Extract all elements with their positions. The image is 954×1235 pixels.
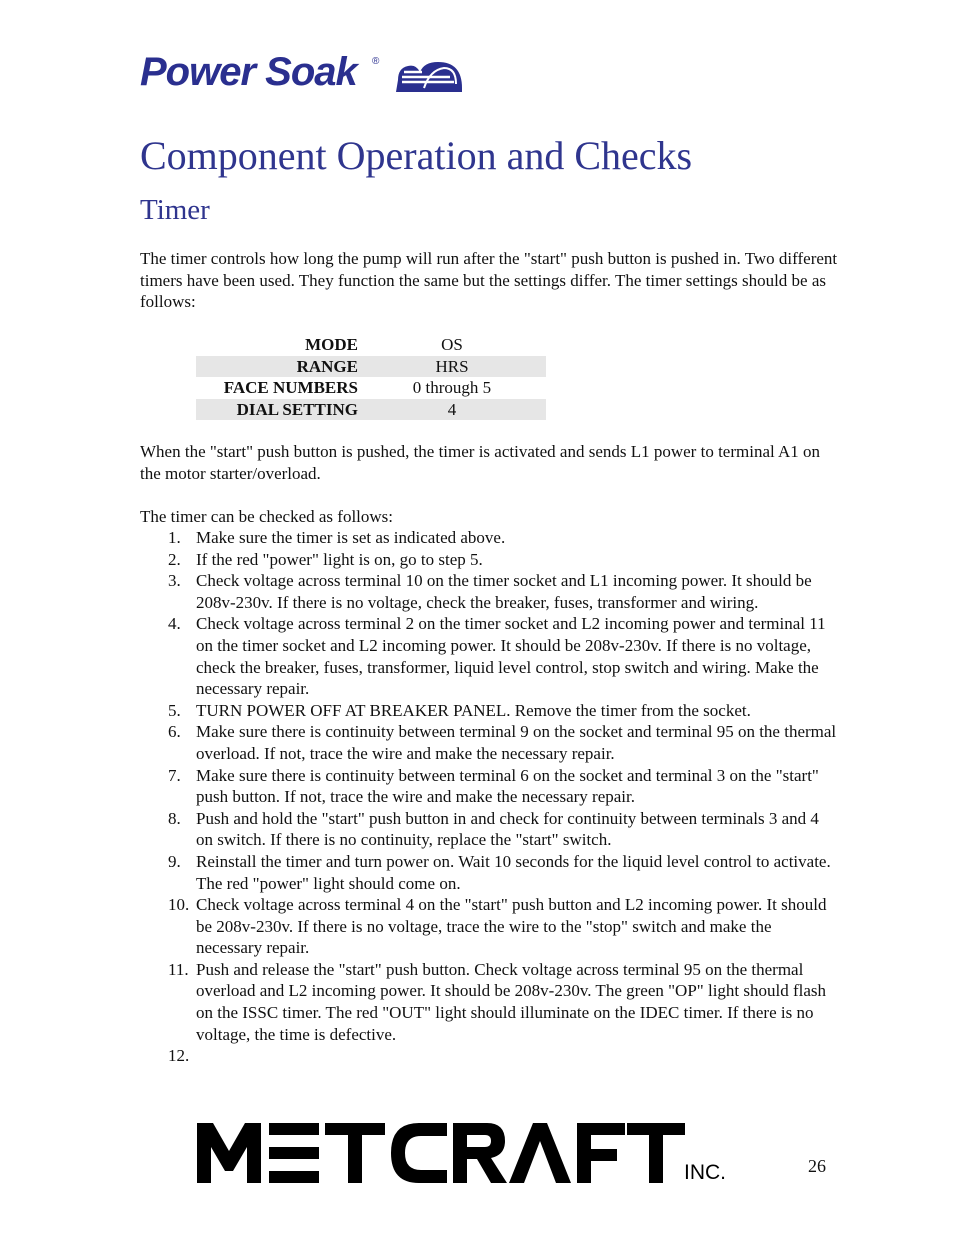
list-item [140, 721, 840, 764]
step-text: Check voltage across terminal 4 on the "start" push button and L2 incoming power. It should be 208v-230v. If there is no voltage, trace the wire to the "stop" switch and make the necessary repair. [196, 895, 827, 958]
step-number: 11. [168, 959, 189, 979]
step-text: Reinstall the timer and turn power on. Wait 10 seconds for the liquid level control to activate. The red "power" light should come on. [196, 851, 831, 893]
step-number: 9. [168, 851, 181, 871]
step-text: TURN POWER OFF AT BREAKER PANEL. Remove the timer from the socket. [196, 700, 751, 720]
step-number: 2. [168, 549, 181, 569]
step-number: 12. [168, 1046, 190, 1066]
timer-settings-table [196, 334, 546, 420]
list-item [140, 1045, 840, 1067]
step-text: Check voltage across terminal 10 on the timer socket and L1 incoming power. It should be 208v-230v. If there is no voltage, check the breaker, fuses, transformer and wiring. [196, 571, 812, 612]
check-steps-list [140, 527, 840, 1067]
table-row [196, 334, 546, 356]
table-row [196, 377, 546, 399]
step-number: 5. [168, 700, 181, 720]
setting-value: HRS [358, 356, 546, 378]
step-text: Push and hold the "start" push button in and check for continuity between terminals 3 and 4 on switch. If there is no continuity, replace the "start" switch. [196, 808, 819, 850]
setting-value: 0 through 5 [412, 378, 492, 398]
step-number: 7. [168, 765, 181, 785]
list-item [140, 765, 840, 808]
setting-value: 4 [358, 399, 546, 421]
table-row [196, 356, 546, 378]
wave-icon [394, 58, 464, 94]
list-item [140, 700, 840, 722]
setting-key: MODE [305, 335, 358, 354]
metcraft-wordmark-icon [197, 1121, 687, 1185]
step-number: 6. [168, 722, 181, 742]
setting-key: FACE NUMBERS [223, 378, 358, 398]
step-text: If the red "power" light is on, go to step 5. [196, 549, 483, 569]
table-row [196, 399, 546, 421]
step-number: 8. [168, 808, 181, 828]
page-title: Component Operation and Checks [140, 133, 693, 178]
step-text: Make sure there is continuity between terminal 9 on the socket and terminal 95 on the thermal overload. If not, trace the wire and make the necessary repair. [196, 722, 837, 763]
step-number: 10. [168, 895, 190, 915]
list-item [140, 959, 840, 1045]
logo-inc: INC. [684, 1161, 726, 1184]
list-item [140, 851, 840, 894]
step-text: Make sure there is continuity between terminal 6 on the socket and terminal 3 on the "start" push button. If not, trace the wire and make the necessary repair. [196, 765, 819, 807]
list-item [140, 549, 840, 571]
step-text: Make sure the timer is set as indicated above. [196, 528, 506, 547]
step-number: 1. [168, 528, 181, 547]
section-heading: Timer [140, 194, 210, 226]
list-item [140, 613, 840, 699]
list-item [140, 808, 840, 851]
metcraft-logo [197, 1121, 737, 1191]
logo-wordmark: Power Soak [140, 50, 357, 94]
step-number: 3. [168, 571, 181, 591]
setting-key: DIAL SETTING [196, 399, 358, 421]
activation-paragraph: When the "start" push button is pushed, the timer is activated and sends L1 power to terminal A1 on the motor starter/overload. [140, 442, 821, 483]
list-item [140, 570, 840, 613]
power-soak-logo [140, 50, 470, 98]
step-text: Check voltage across terminal 2 on the timer socket and L2 incoming power and terminal 11 on the timer socket and L2 incoming power. It should be 208v-230v. If there is no voltage, check the breaker, fuses, transformer, liquid level control, stop switch and wiring. Make the necessary repair. [196, 614, 826, 699]
setting-key: RANGE [196, 356, 358, 378]
list-item [140, 527, 840, 549]
page-number: 26 [808, 1156, 826, 1176]
registered-mark: ® [372, 56, 380, 67]
list-item [140, 894, 840, 959]
setting-value: OS [441, 335, 463, 354]
checks-intro: The timer can be checked as follows: [140, 507, 394, 526]
intro-paragraph: The timer controls how long the pump will run after the "start" push button is pushed in. Two different timers have been used. They function the same but the settings differ. The timer settings should be as follows: [140, 249, 838, 312]
step-text: Push and release the "start" push button. Check voltage across terminal 95 on the thermal overload and L2 incoming power. It should be 208v-230v. The green "OP" light should flash on the ISSC timer. The red "OUT" light should illuminate on the IDEC timer. If there is no voltage, the time is defective. [196, 959, 827, 1044]
step-number: 4. [168, 614, 181, 634]
